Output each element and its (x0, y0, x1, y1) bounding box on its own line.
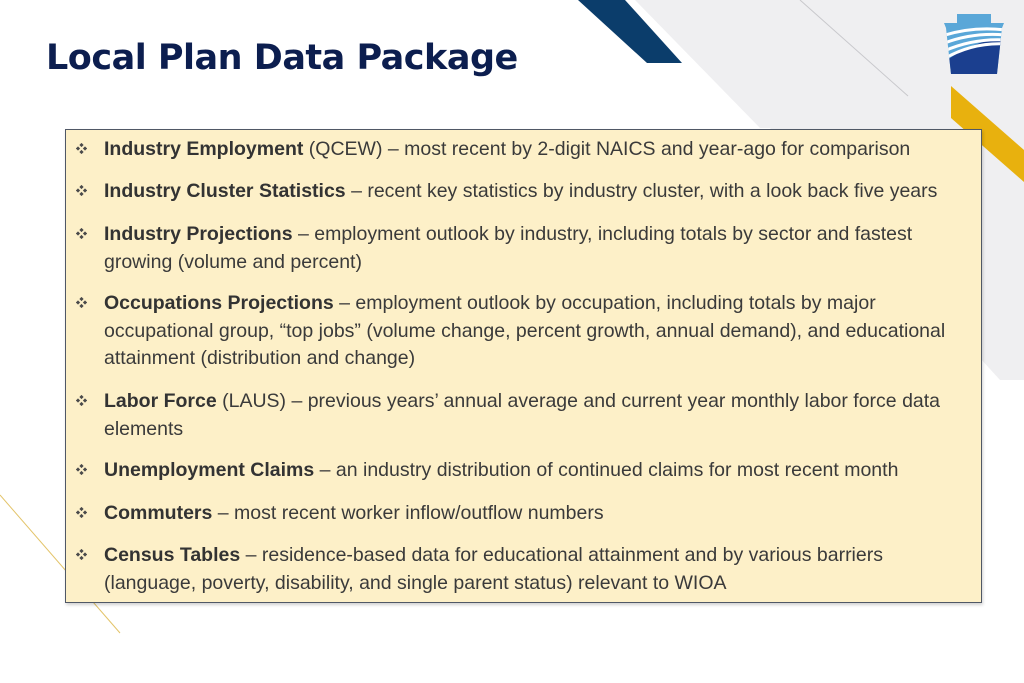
list-item-text (104, 221, 971, 276)
diamond-bullet-icon (76, 297, 87, 308)
item-label: Census Tables (104, 544, 241, 566)
item-description: (LAUS) – previous years’ annual average and current year monthly labor force data elements (104, 390, 941, 440)
diamond-bullet-icon (76, 464, 87, 475)
page-title: Local Plan Data Package (46, 38, 518, 78)
list-item-text (104, 290, 971, 373)
item-description: – an industry distribution of continued claims for most recent month (314, 459, 899, 481)
item-label: Unemployment Claims (104, 459, 315, 481)
item-description: – recent key statistics by industry cluster, with a look back five years (345, 180, 938, 202)
diamond-bullet-icon (76, 143, 87, 154)
item-label: Commuters (104, 502, 213, 524)
item-label: Labor Force (104, 390, 217, 412)
diamond-bullet-icon (76, 395, 87, 406)
item-description: – most recent worker inflow/outflow numbers (212, 502, 604, 524)
list-item-text (104, 136, 971, 164)
list-item-text (104, 457, 971, 485)
pa-keystone-logo-icon (942, 14, 1006, 76)
item-description: – employment outlook by occupation, including totals by major occupational group, “top jobs” (volume change, percent growth, annual demand), and educational attainment (distribution and change) (104, 292, 946, 369)
item-description: (QCEW) – most recent by 2-digit NAICS and year-ago for comparison (303, 138, 911, 160)
diamond-bullet-icon (76, 549, 87, 560)
diamond-bullet-icon (76, 228, 87, 239)
list-item-text (104, 500, 971, 528)
list-item-text (104, 178, 971, 206)
data-package-box (65, 129, 982, 603)
list-item-text (104, 388, 971, 443)
item-description: – residence-based data for educational attainment and by various barriers (language, poverty, disability, and single parent status) relevant to WIOA (104, 544, 883, 594)
diamond-bullet-icon (76, 507, 87, 518)
diamond-bullet-icon (76, 185, 87, 196)
list-item-text (104, 542, 971, 597)
item-label: Industry Projections (104, 223, 293, 245)
item-description: – employment outlook by industry, including totals by sector and fastest growing (volume and percent) (104, 223, 913, 273)
item-label: Industry Cluster Statistics (104, 180, 346, 202)
item-label: Industry Employment (104, 138, 304, 160)
item-label: Occupations Projections (104, 292, 334, 314)
